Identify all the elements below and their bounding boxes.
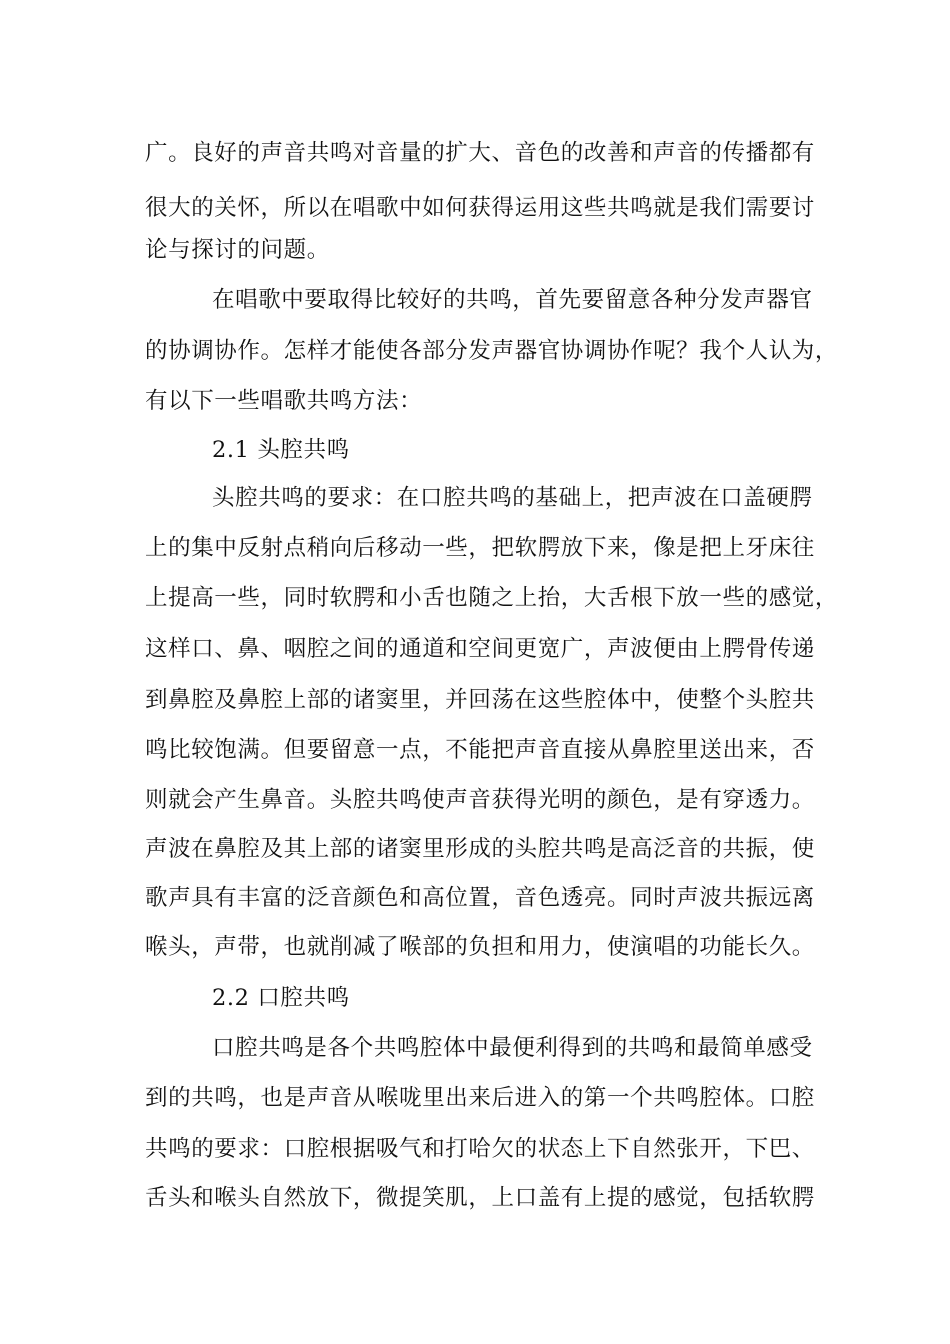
paragraph-3-line-1: 头腔共鸣的要求：在口腔共鸣的基础上，把声波在口盖硬腭	[212, 485, 813, 511]
section-heading-2-2: 2.2 口腔共鸣	[212, 985, 350, 1011]
paragraph-4-line-2: 到的共鸣，也是声音从喉咙里出来后进入的第一个共鸣腔体。口腔	[145, 1085, 815, 1111]
paragraph-4-line-3: 共鸣的要求：口腔根据吸气和打哈欠的状态上下自然张开，下巴、	[145, 1136, 815, 1162]
paragraph-3-line-8: 声波在鼻腔及其上部的诸窦里形成的头腔共鸣是高泛音的共振，使	[145, 836, 815, 862]
paragraph-3-line-10: 喉头，声带，也就削减了喉部的负担和用力，使演唱的功能长久。	[145, 934, 815, 960]
paragraph-1-line-2: 很大的关怀，所以在唱歌中如何获得运用这些共鸣就是我们需要讨	[145, 195, 815, 221]
paragraph-1-line-3: 论与探讨的问题。	[145, 237, 330, 263]
paragraph-4-line-1: 口腔共鸣是各个共鸣腔体中最便利得到的共鸣和最简单感受	[212, 1035, 813, 1061]
paragraph-2-line-3: 有以下一些唱歌共鸣方法：	[145, 388, 423, 414]
paragraph-3-line-4: 这样口、鼻、咽腔之间的通道和空间更宽广，声波便由上腭骨传递	[145, 636, 815, 662]
paragraph-3-line-5: 到鼻腔及鼻腔上部的诸窦里，并回荡在这些腔体中，使整个头腔共	[145, 687, 815, 713]
paragraph-2-line-1: 在唱歌中要取得比较好的共鸣，首先要留意各种分发声器官	[212, 287, 813, 313]
paragraph-3-line-6: 鸣比较饱满。但要留意一点，不能把声音直接从鼻腔里送出来，否	[145, 737, 815, 763]
paragraph-2-line-2: 的协调协作。怎样才能使各部分发声器官协调协作呢？我个人认为，	[145, 338, 839, 364]
paragraph-4-line-4: 舌头和喉头自然放下，微提笑肌，上口盖有上提的感觉，包括软腭	[145, 1185, 815, 1211]
paragraph-3-line-9: 歌声具有丰富的泛音颜色和高位置，音色透亮。同时声波共振远离	[145, 885, 815, 911]
paragraph-3-line-3: 上提高一些，同时软腭和小舌也随之上抬，大舌根下放一些的感觉，	[145, 585, 839, 611]
paragraph-1-line-1: 广。良好的声音共鸣对音量的扩大、音色的改善和声音的传播都有	[145, 140, 815, 166]
section-heading-2-1: 2.1 头腔共鸣	[212, 437, 350, 463]
paragraph-3-line-2: 上的集中反射点稍向后移动一些，把软腭放下来，像是把上牙床往	[145, 535, 815, 561]
paragraph-3-line-7: 则就会产生鼻音。头腔共鸣使声音获得光明的颜色，是有穿透力。	[145, 787, 815, 813]
